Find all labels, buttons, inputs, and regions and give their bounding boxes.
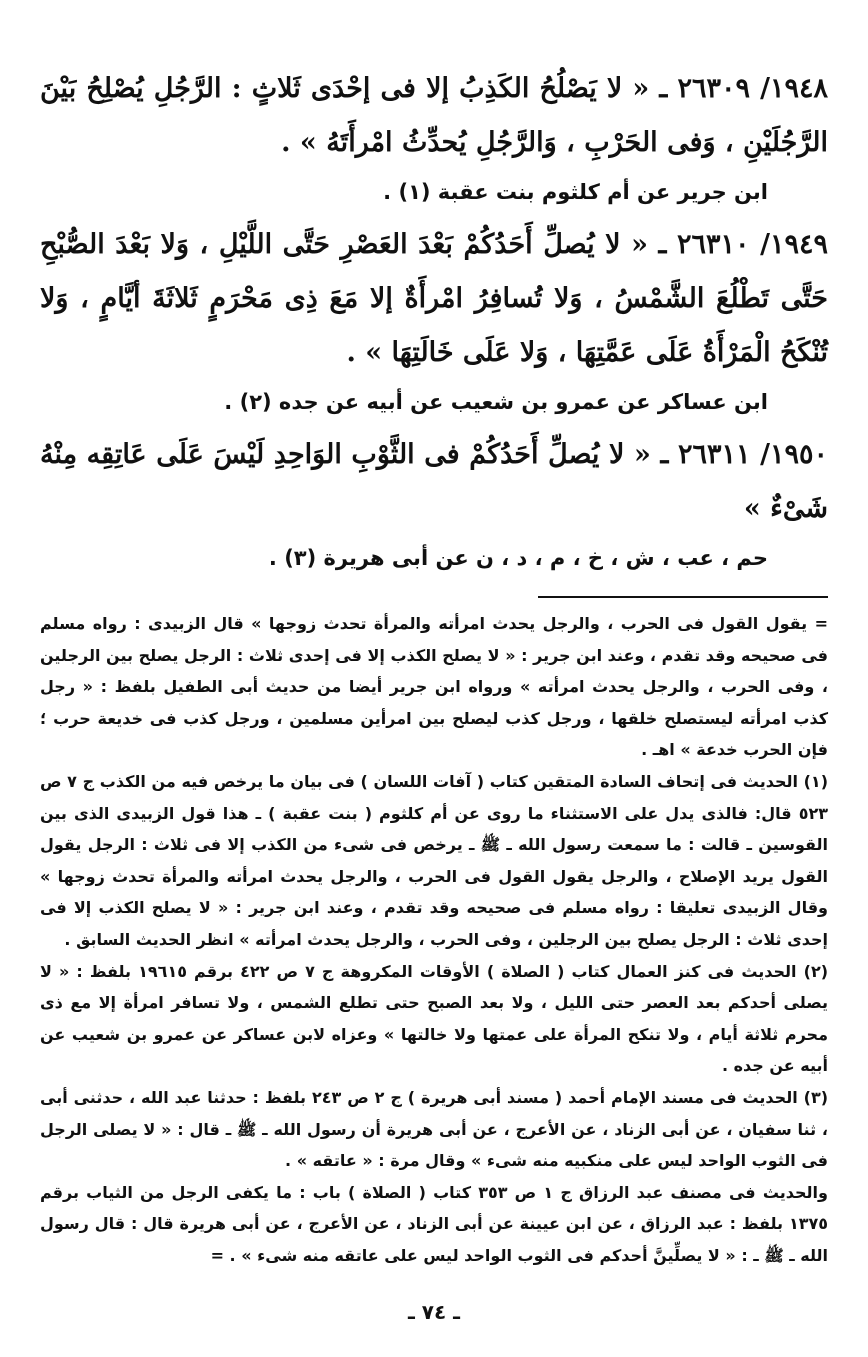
page-body <box>40 62 828 1271</box>
footnote-3-continued: والحديث فى مصنف عبد الرزاق ج ١ ص ٣٥٣ كتاب ( الصلاة ) باب : ما يكفى الرجل من الثياب برقم ١٣٧٥ بلفظ : عبد الرزاق ، عن ابن عيينة عن أبى الزناد ، عن الأعرج ، عن أبى هريرة قال : قال رسول الله ـ ﷺ ـ : « لا يصلِّينَّ أحدكم فى الثوب الواحد ليس على عاتقه منه شىء » . = <box>40 1182 828 1265</box>
hadith-number: ١٩٥٠/ ٢٦٣١١ <box>678 439 829 470</box>
footnote-1: (١) الحديث فى إتحاف السادة المتقين كتاب ( آفات اللسان ) فى بيان ما يرخص فيه من الكذب ج ٧ ص ٥٢٣ قال: فالذى يدل على الاستثناء ما روى عن أم كلثوم ( بنت عقبة ) ـ هذا قول الزبيدى الذى بين القوسين ـ قالت : ما سمعت رسول الله ـ ﷺ ـ يرخص فى شىء من الكذب إلا فى ثلاث : الرجل يقول القول يريد الإصلاح ، والرجل يقول القول فى الحرب ، والرجل يحدث امرأته والمرأة تحدث زوجها » وقال الزبيدى تعليقا : رواه مسلم فى صحيحه وقد تقدم ، وعند ابن جرير : « لا يصلح الكذب إلا فى إحدى ثلاث : الرجل يصلح بين الرجلين ، وفى الحرب ، والرجل يحدث امرأته » انظر الحديث السابق . <box>40 771 828 949</box>
hadith-text: ـ « لا يَصْلُحُ الكَذِبُ إلا فى إحْدَى ثَلاثٍ : الرَّجُلِ يُصْلِحُ بَيْنَ الرَّجُلَيْنِ ، وَفى الحَرْبِ ، وَالرَّجُلِ يُحدِّثُ امْرأَتَهُ » . <box>40 73 828 158</box>
footnote-3: (٣) الحديث فى مسند الإمام أحمد ( مسند أبى هريرة ) ج ٢ ص ٢٤٣ بلفظ : حدثنا عبد الله ، حدثنى أبى ، ثنا سفيان ، عن أبى الزناد ، عن الأعرج ، عن أبى هريرة أن رسول الله ـ ﷺ ـ قال : « لا يصلى الرجل فى الثوب الواحد ليس على منكبيه منه شىء » وقال مرة : « عاتقه » . <box>40 1087 829 1171</box>
hadith-section <box>40 62 828 580</box>
hadith-text: ـ « لا يُصلِّ أَحَدُكُمْ فى الثَّوْبِ الوَاحِدِ لَيْسَ عَلَى عَاتِقِه مِنْهُ شَىْءٌ » <box>40 439 828 524</box>
footnote-continuation: = يقول القول فى الحرب ، والرجل يحدث امرأته والمرأة تحدث زوجها » قال الزبيدى : رواه مسلم فى صحيحه وقد تقدم ، وعند ابن جرير : « لا يصلح الكذب إلا فى إحدى ثلاث : الرجل يصلح بين الرجلين ، وفى الحرب ، والرجل يحدث امرأته » ورواه ابن جرير أيضا من حديث أبى الطفيل بلفظ : « رجل كذب امرأته ليستصلح خلقها ، ورجل كذب ليصلح بين امرأين مسلمين ، ورجل كذب فى خديعة حرب ؛ فإن الحرب خدعة » اهـ . <box>40 614 828 760</box>
hadith-number: ١٩٤٩/ ٢٦٣١٠ <box>677 229 829 260</box>
hadith-source: حم ، عب ، ش ، خ ، م ، د ، ن عن أبى هريرة (٣) . <box>268 546 768 570</box>
hadith-source: ابن جرير عن أم كلثوم بنت عقبة (١) . <box>383 180 768 204</box>
footnote-2: (٢) الحديث فى كنز العمال كتاب ( الصلاة ) الأوقات المكروهة ج ٧ ص ٤٢٢ برقم ١٩٦١٥ بلفظ : « لا يصلى أحدكم بعد العصر حتى الليل ، ولا بعد الصبح حتى تطلع الشمس ، ولا تسافر امرأة إلا مع ذى محرم ثلاثة أيام ، ولا تنكح المرأة على عمتها ولا خالتها » وعزاه لابن عساكر عن عمرو بن شعيب عن أبيه عن جده . <box>40 961 829 1076</box>
footnote-separator <box>538 596 828 598</box>
hadith-source: ابن عساكر عن عمرو بن شعيب عن أبيه عن جده (٢) . <box>224 390 768 414</box>
footnotes <box>40 608 828 1271</box>
hadith-1948 <box>40 62 828 170</box>
page-number: ـ ٧٤ ـ <box>407 1300 461 1324</box>
hadith-text: ـ « لا يُصلِّ أَحَدُكُمْ بَعْدَ العَصْرِ حَتَّى اللَّيْلِ ، وَلا بَعْدَ الصُّبْحِ حَتَّى تَطْلُعَ الشَّمْسُ ، وَلا تُسافِرُ امْرأَةٌ إلا مَعَ ذِى مَحْرَمٍ ثَلاثَةَ أيَّامٍ ، وَلا تُنْكَحُ الْمَرْأَةُ عَلَى عَمَّتِهَا ، وَلا عَلَى خَالَتِهَا » . <box>40 229 828 368</box>
hadith-1949 <box>40 218 828 380</box>
hadith-1950 <box>40 428 828 536</box>
hadith-number: ١٩٤٨/ ٢٦٣٠٩ <box>677 73 829 104</box>
